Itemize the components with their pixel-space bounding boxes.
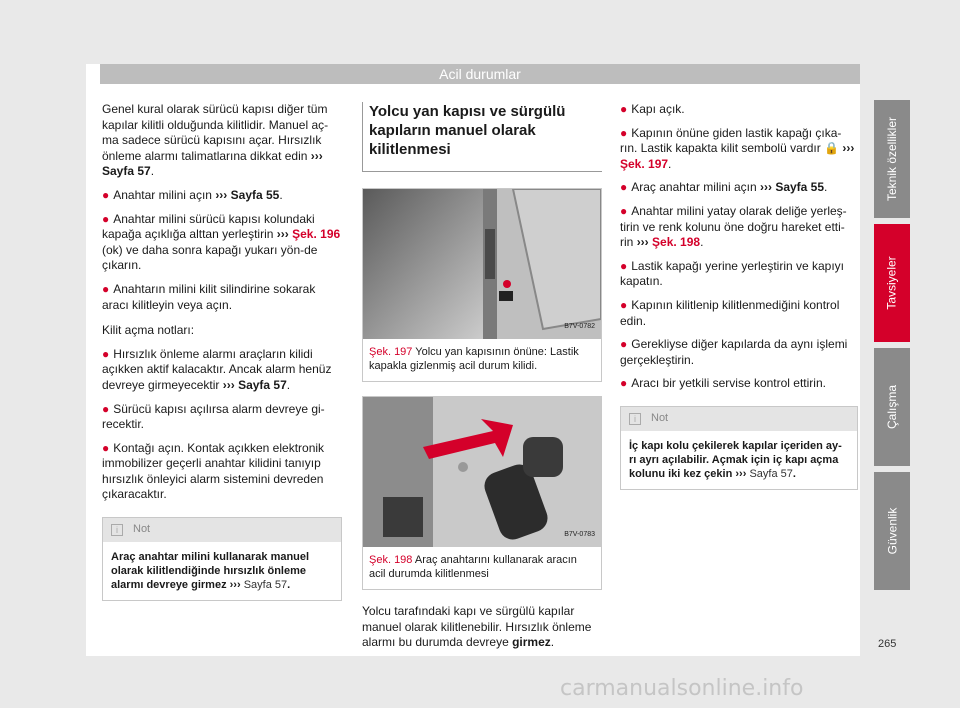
link-sek-197[interactable]: Şek. 197 bbox=[620, 156, 669, 171]
list-item: ● Hırsızlık önleme alarmı araçların kilidi açıkken aktif kalacaktır. Ancak alarm henüz devreye girmeyecektir ››› Sayfa 57. bbox=[102, 346, 332, 392]
page-header: Acil durumlar bbox=[100, 64, 860, 84]
figure-198 bbox=[362, 396, 602, 590]
link-sayfa-55[interactable]: Sayfa 55 bbox=[230, 187, 280, 202]
bullet-icon: ● bbox=[102, 187, 110, 202]
watermark: carmanualsonline.info bbox=[560, 676, 804, 701]
list-item: ● Anahtarın milini kilit silindirine sokarak aracı kilitleyin veya açın. bbox=[102, 281, 316, 312]
bullet-icon: ● bbox=[620, 125, 628, 140]
tab-tavsiyeler[interactable]: Tavsiyeler bbox=[874, 224, 910, 342]
link-sayfa-55[interactable]: Sayfa 55 bbox=[775, 180, 825, 195]
column-middle bbox=[362, 102, 602, 659]
list-item: ● Anahtar milini sürücü kapısı kolundaki kapağa açıklığa alttan yerleştirin ››› Şek. 196 (ok) ve daha sonra kapağı yukarı yön-de çıkarın. bbox=[102, 211, 341, 273]
tab-guvenlik[interactable]: Güvenlik bbox=[874, 472, 910, 590]
note-body: Araç anahtar milini kullanarak manuel olarak kilitlendiğinde hırsızlık önleme alarmı devreye girmez ››› Sayfa 57. bbox=[111, 550, 310, 591]
list-item: ● Anahtar milini açın ››› Sayfa 55. bbox=[102, 187, 283, 202]
list-item: ● Sürücü kapısı açılırsa alarm devreye gi-recektir. bbox=[102, 401, 325, 432]
bullet-icon: ● bbox=[620, 203, 628, 218]
link-sek-198[interactable]: Şek. 198 bbox=[652, 235, 701, 250]
list-item: ● Gerekliyse diğer kapılarda da aynı işlemi gerçekleştirin. bbox=[620, 337, 848, 367]
info-icon: i bbox=[111, 524, 123, 536]
list-item: ● Kontağı açın. Kontak açıkken elektronik immobilizer geçerli anahtar kilidini tanıyıp hırsızlık önleyici alarm sistemini devreden çıkaracaktır. bbox=[102, 440, 325, 502]
column-right bbox=[620, 102, 858, 490]
key-lock-photo: B7V-0783 bbox=[363, 397, 601, 547]
list-item: ● Aracı bir yetkili servise kontrol ettirin. bbox=[620, 376, 826, 391]
link-sayfa-57[interactable]: Sayfa 57 bbox=[243, 578, 288, 591]
bullet-icon: ● bbox=[102, 346, 110, 361]
column-left bbox=[102, 102, 342, 601]
note-header: i Not bbox=[103, 518, 341, 542]
figure-caption: Şek. 197 Yolcu yan kapısının önüne: Lastik kapakla gizlenmiş acil durum kilidi. bbox=[369, 346, 579, 372]
link-sek-196[interactable]: Şek. 196 bbox=[292, 227, 341, 242]
list-item: ● Araç anahtar milini açın ››› Sayfa 55. bbox=[620, 180, 828, 195]
bullet-icon: ● bbox=[620, 297, 628, 312]
bullet-icon: ● bbox=[102, 281, 110, 296]
bullet-icon: ● bbox=[620, 258, 628, 273]
figure-caption: Şek. 198 Araç anahtarını kullanarak aracın acil durumda kilitlenmesi bbox=[369, 554, 577, 580]
list-item: ● Kapının önüne giden lastik kapağı çıka-rın. Lastik kapakta kilit sembolü vardır 🔒 ››› Şek. 197. bbox=[620, 125, 855, 171]
note-box bbox=[102, 517, 342, 601]
link-sayfa-57[interactable]: Sayfa 57 bbox=[102, 164, 151, 179]
link-sayfa-57[interactable]: Sayfa 57 bbox=[749, 467, 793, 480]
note-header: i Not bbox=[621, 407, 857, 431]
bullet-icon: ● bbox=[620, 102, 628, 116]
door-lock-photo: B7V-0782 bbox=[363, 189, 601, 339]
intro-paragraph: Genel kural olarak sürücü kapısı diğer tüm kapılar kilitli olduğunda kilitlidir. Manuel aç-ma sadece sürücü kapısını açar. Hırsızlık önleme alarmı talimatlarına dikkat edin ››› Sayfa 57. bbox=[102, 102, 329, 179]
section-title: Yolcu yan kapısı ve sürgülü kapıların manuel olarak kilitlenmesi bbox=[362, 102, 602, 172]
bullet-icon: ● bbox=[620, 337, 628, 352]
lock-icon: 🔒 bbox=[824, 141, 840, 156]
list-item: ● Kapının kilitlenip kilitlenmediğini kontrol edin. bbox=[620, 297, 840, 328]
list-item: ● Lastik kapağı yerine yerleştirin ve kapıyı kapatın. bbox=[620, 258, 845, 289]
unlock-notes-title: Kilit açma notları: bbox=[102, 323, 195, 338]
figure-label: Şek. 198 bbox=[369, 554, 413, 566]
body-paragraph: Yolcu tarafındaki kapı ve sürgülü kapılar manuel olarak kilitlenebilir. Hırsızlık önleme alarmı bu durumda devreye girmez. bbox=[362, 604, 592, 650]
bullet-icon: ● bbox=[102, 440, 110, 455]
figure-197 bbox=[362, 188, 602, 382]
info-icon: i bbox=[629, 413, 641, 425]
bullet-icon: ● bbox=[620, 376, 628, 391]
bullet-icon: ● bbox=[102, 401, 110, 416]
door-photo-illustration bbox=[363, 189, 601, 339]
note-body: İç kapı kolu çekilerek kapılar içeriden ay-rı ayrı açılabilir. Açmak için iç kapı açma kolunu iki kez çekin ››› Sayfa 57. bbox=[629, 439, 842, 480]
list-item: ● Anahtar milini yatay olarak deliğe yerleş-tirin ve renk kolunu öne doğru hareket etti-rin ››› Şek. 198. bbox=[620, 203, 847, 250]
bullet-icon: ● bbox=[102, 211, 110, 226]
tab-calisma[interactable]: Çalışma bbox=[874, 348, 910, 466]
list-item: ● Kapı açık. bbox=[620, 102, 685, 116]
figure-label: Şek. 197 bbox=[369, 346, 413, 358]
link-sayfa-57[interactable]: Sayfa 57 bbox=[238, 377, 287, 392]
bullet-icon: ● bbox=[620, 180, 628, 195]
note-box bbox=[620, 406, 858, 490]
page-number: 265 bbox=[878, 638, 897, 650]
key-photo-illustration bbox=[363, 397, 601, 547]
tab-teknik-ozellikler[interactable]: Teknik özellikler bbox=[874, 100, 910, 218]
